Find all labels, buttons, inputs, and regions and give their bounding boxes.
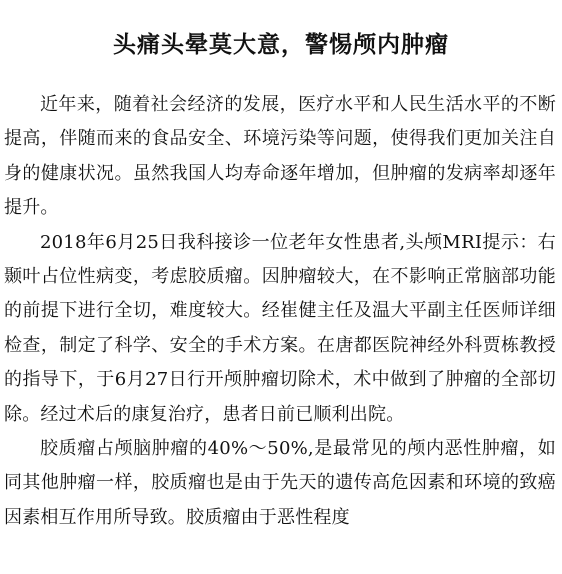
article-title: 头痛头晕莫大意，警惕颅内肿瘤 <box>113 32 449 58</box>
paragraph-case-report: 2018年6月25日我科接诊一位老年女性患者,头颅MRI提示：右颞叶占位性病变，考虑胶质瘤。因肿瘤较大，在不影响正常脑部功能的前提下进行全切，难度较大。经崔健主任及温大平副主任医师详细检查，制定了科学、安全的手术方案。在唐都医院神经外科贾栋教授的指导下，于6月27日行开颅肿瘤切除术，术中做到了肿瘤的全部切除。经过术后的康复治疗，患者日前已顺利出院。 <box>4 231 556 425</box>
paragraph-glioma-info: 胶质瘤占颅脑肿瘤的40%～50%,是最常见的颅内恶性肿瘤，如同其他肿瘤一样，胶质瘤也是由于先天的遗传高危因素和环境的致癌因素相互作用所导致。胶质瘤由于恶性程度 <box>4 438 556 528</box>
article-body <box>4 88 556 535</box>
paragraph-intro: 近年来，随着社会经济的发展，医疗水平和人民生活水平的不断提高，伴随而来的食品安全、环境污染等问题，使得我们更加关注自身的健康状况。虽然我国人均寿命逐年增加，但肿瘤的发病率却逐年提升。 <box>4 94 556 219</box>
